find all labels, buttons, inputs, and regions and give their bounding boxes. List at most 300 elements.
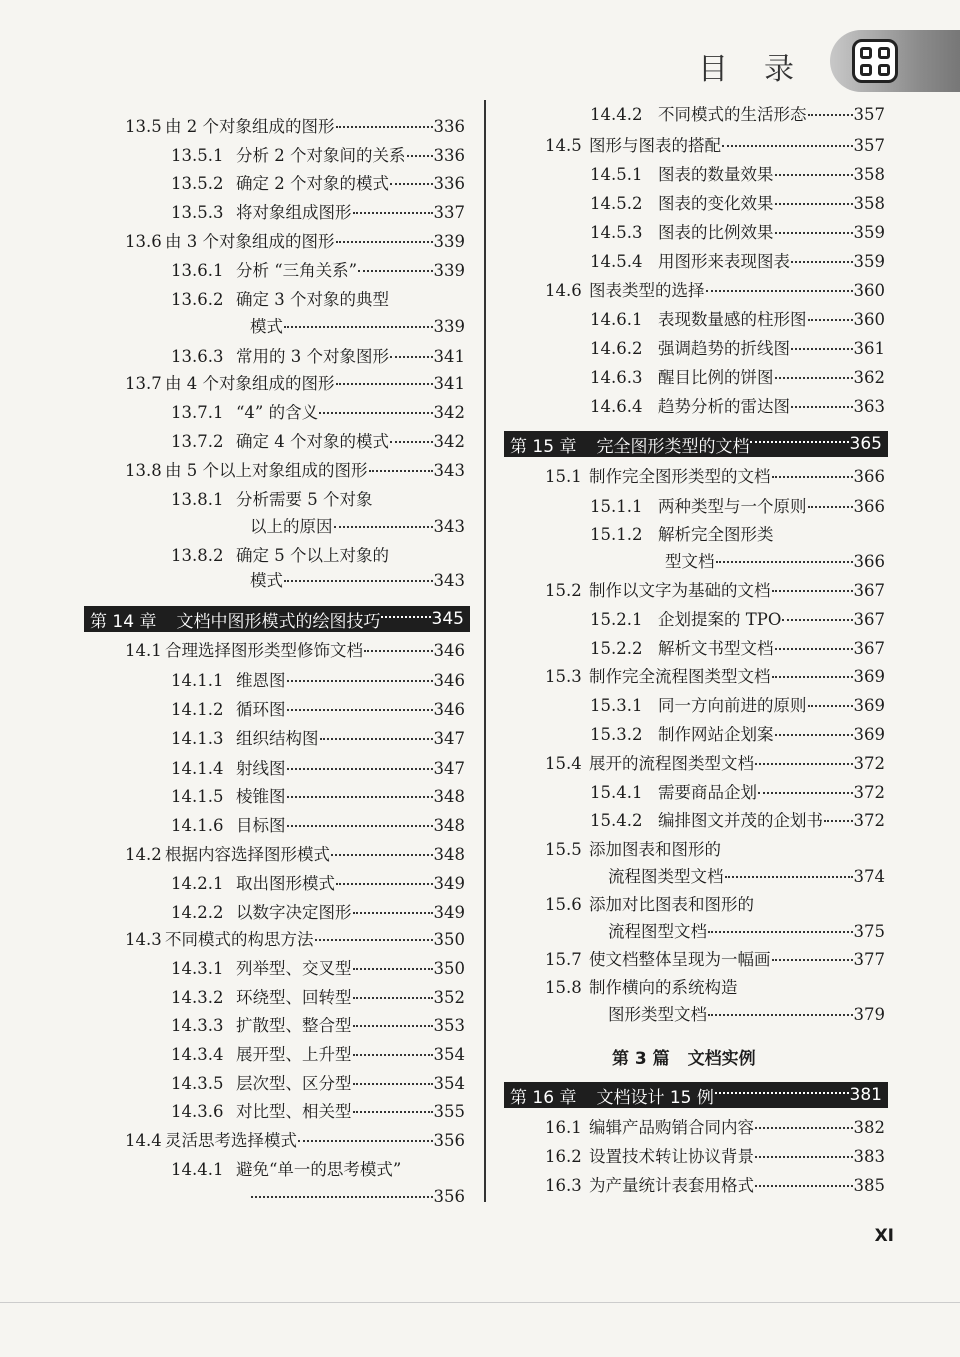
- section-title: 制作横向的系统构造: [589, 978, 738, 997]
- toc-subsection-entry[interactable]: [171, 670, 465, 692]
- toc-subsection-entry[interactable]: [590, 724, 885, 746]
- section-number: 13.6.1: [171, 261, 224, 280]
- dot-leader: [336, 383, 433, 385]
- chapter-title: 文档设计 15 例: [596, 1087, 714, 1108]
- toc-section-entry[interactable]: [545, 753, 885, 775]
- section-title: 分析需要 5 个对象: [236, 490, 373, 509]
- section-page-number: 336: [433, 117, 465, 136]
- toc-subsection-entry[interactable]: [590, 782, 885, 804]
- dot-leader: [336, 126, 433, 128]
- section-title: 两种类型与一个原则: [658, 497, 807, 516]
- bottom-rule: [0, 1302, 960, 1303]
- section-title: 展开的流程图类型文档: [589, 754, 754, 773]
- toc-entry-continuation[interactable]: [608, 866, 885, 888]
- toc-right-column: [486, 0, 960, 1357]
- part-number: 第 3 篇: [612, 1049, 670, 1069]
- dot-leader: [775, 174, 853, 176]
- dot-leader: [353, 212, 433, 214]
- section-title: 制作完全图形类型的文档: [589, 467, 771, 486]
- section-title: 展开型、上升型: [236, 1045, 352, 1064]
- section-title: 趋势分析的雷达图: [658, 397, 790, 416]
- dot-leader: [334, 526, 433, 528]
- section-title: 由 4 个对象组成的图形: [165, 374, 335, 393]
- toc-section-entry[interactable]: [125, 929, 465, 951]
- section-page-number: 349: [433, 903, 465, 922]
- section-number: 14.6.3: [590, 368, 643, 387]
- section-number: 13.7.1: [171, 403, 224, 422]
- dot-leader: [381, 616, 430, 618]
- dot-leader: [775, 377, 853, 379]
- dot-leader: [772, 959, 853, 961]
- dot-leader: [775, 232, 853, 234]
- section-number: 13.8.1: [171, 490, 224, 509]
- toc-subsection-entry[interactable]: [590, 524, 885, 546]
- toc-entry-continuation[interactable]: [608, 921, 885, 943]
- section-page-number: 359: [853, 252, 885, 271]
- dot-leader: [320, 738, 433, 740]
- dot-leader: [708, 1014, 853, 1016]
- section-page-number: 372: [853, 783, 885, 802]
- section-page-number: 366: [853, 497, 885, 516]
- chapter-page-number: 365: [849, 434, 882, 454]
- section-number: 15.5: [545, 840, 582, 859]
- section-title: 制作以文字为基础的文档: [589, 581, 771, 600]
- dot-leader: [824, 820, 853, 822]
- dot-leader: [722, 145, 853, 147]
- section-page-number: 372: [853, 754, 885, 773]
- section-page-number: 349: [433, 874, 465, 893]
- dot-leader: [775, 734, 853, 736]
- section-page-number: 360: [853, 310, 885, 329]
- toc-subsection-entry[interactable]: [171, 958, 465, 980]
- section-page-number: 356: [433, 1187, 465, 1206]
- dot-leader: [287, 768, 433, 770]
- section-number: 13.5.3: [171, 203, 224, 222]
- section-number: 13.6.3: [171, 347, 224, 366]
- section-title: 解析完全图形类: [658, 525, 774, 544]
- section-number: 16.2: [545, 1147, 582, 1166]
- section-number: 14.4.1: [171, 1160, 224, 1179]
- section-page-number: 366: [853, 552, 885, 571]
- section-number: 14.6.4: [590, 397, 643, 416]
- section-title: 射线图: [236, 759, 286, 778]
- toc-subsection-entry[interactable]: [171, 431, 465, 453]
- section-page-number: 367: [853, 610, 885, 629]
- toc-subsection-entry[interactable]: [590, 164, 885, 186]
- dot-leader: [353, 1083, 433, 1085]
- section-page-number: 367: [853, 581, 885, 600]
- toc-subsection-entry[interactable]: [171, 173, 465, 195]
- dot-leader: [772, 676, 853, 678]
- dot-leader: [287, 796, 433, 798]
- section-page-number: 377: [853, 950, 885, 969]
- dot-leader: [708, 931, 853, 933]
- section-page-number: 379: [853, 1005, 885, 1024]
- section-page-number: 352: [433, 988, 465, 1007]
- toc-entry-continuation[interactable]: [250, 316, 465, 338]
- toc-chapter-heading[interactable]: [504, 431, 888, 457]
- section-number: 15.1.2: [590, 525, 643, 544]
- section-title: 图表的变化效果: [658, 194, 774, 213]
- section-number: 15.3.1: [590, 696, 643, 715]
- section-title: 为产量统计表套用格式: [589, 1176, 754, 1195]
- toc-subsection-entry[interactable]: [171, 545, 465, 567]
- dot-leader: [390, 441, 433, 443]
- section-title: 常用的 3 个对象图形: [236, 347, 389, 366]
- toc-chapter-heading[interactable]: [504, 1082, 888, 1108]
- toc-subsection-entry[interactable]: [171, 1159, 465, 1181]
- section-number: 14.6.2: [590, 339, 643, 358]
- section-number: 13.5.1: [171, 146, 224, 165]
- toc-section-entry[interactable]: [125, 1130, 465, 1152]
- dot-leader: [331, 854, 433, 856]
- section-title: 解析文书型文档: [658, 639, 774, 658]
- section-number: 14.3.1: [171, 959, 224, 978]
- section-title: 分析 2 个对象间的关系: [236, 146, 406, 165]
- toc-subsection-entry[interactable]: [590, 104, 885, 126]
- section-page-number: 348: [433, 787, 465, 806]
- section-page-number: 360: [853, 281, 885, 300]
- toc-section-entry[interactable]: [125, 640, 465, 662]
- toc-subsection-entry[interactable]: [590, 496, 885, 518]
- section-page-number: 348: [433, 816, 465, 835]
- section-number: 14.5.2: [590, 194, 643, 213]
- section-number: 14.2.1: [171, 874, 224, 893]
- toc-subsection-entry[interactable]: [171, 260, 465, 282]
- section-title: 图表类型的选择: [589, 281, 705, 300]
- toc-subsection-entry[interactable]: [590, 338, 885, 360]
- dot-leader: [775, 203, 853, 205]
- section-title: 灵活思考选择模式: [165, 1131, 297, 1150]
- dot-leader: [725, 876, 853, 878]
- section-page-number: 369: [853, 725, 885, 744]
- section-title: 制作完全流程图类型文档: [589, 667, 771, 686]
- dot-leader: [364, 650, 433, 652]
- section-number: 14.1: [125, 641, 162, 660]
- section-number: 15.6: [545, 895, 582, 914]
- section-page-number: 358: [853, 194, 885, 213]
- section-number: 14.3.5: [171, 1074, 224, 1093]
- section-number: 13.5.2: [171, 174, 224, 193]
- section-title: 表现数量感的柱形图: [658, 310, 807, 329]
- section-title: 对比型、相关型: [236, 1102, 352, 1121]
- section-page-number: 375: [853, 922, 885, 941]
- dot-leader: [353, 997, 433, 999]
- section-title: 图表的数量效果: [658, 165, 774, 184]
- toc-subsection-entry[interactable]: [590, 222, 885, 244]
- toc-subsection-entry[interactable]: [171, 1101, 465, 1123]
- section-title: 扩散型、整合型: [236, 1016, 352, 1035]
- toc-section-entry[interactable]: [125, 373, 465, 395]
- section-page-number: 346: [433, 700, 465, 719]
- section-number: 13.8: [125, 461, 162, 480]
- toc-section-entry[interactable]: [545, 839, 885, 861]
- section-title: 确定 2 个对象的模式: [236, 174, 389, 193]
- toc-subsection-entry[interactable]: [171, 1073, 465, 1095]
- section-title: 根据内容选择图形模式: [165, 845, 330, 864]
- section-title: “4” 的含义: [236, 403, 319, 422]
- dot-leader: [284, 326, 433, 328]
- toc-part-heading[interactable]: [612, 1044, 756, 1069]
- dot-leader: [315, 939, 433, 941]
- section-title: 用图形来表现图表: [658, 252, 790, 271]
- dot-leader: [808, 319, 853, 321]
- toc-section-entry[interactable]: [545, 466, 885, 488]
- dot-leader: [808, 114, 853, 116]
- section-title: 由 3 个对象组成的图形: [165, 232, 335, 251]
- toc-subsection-entry[interactable]: [590, 309, 885, 331]
- toc-entry-continuation[interactable]: [250, 1186, 465, 1208]
- dot-leader: [791, 348, 853, 350]
- chapter-number: 第 14 章: [90, 611, 157, 632]
- section-title: 合理选择图形类型修饰文档: [165, 641, 363, 660]
- section-number: 13.7: [125, 374, 162, 393]
- section-number: 14.3: [125, 930, 162, 949]
- section-number: 14.2: [125, 845, 162, 864]
- toc-entry-continuation[interactable]: [250, 570, 465, 592]
- toc-subsection-entry[interactable]: [171, 987, 465, 1009]
- toc-entry-continuation[interactable]: [608, 1004, 885, 1026]
- dot-leader: [808, 506, 853, 508]
- section-title: 添加对比图表和图形的: [589, 895, 754, 914]
- toc-subsection-entry[interactable]: [171, 873, 465, 895]
- dot-leader: [772, 476, 853, 478]
- chapter-page-number: 345: [431, 609, 464, 629]
- dot-leader: [715, 1092, 849, 1094]
- section-number: 16.1: [545, 1118, 582, 1137]
- section-title: 图形与图表的搭配: [589, 136, 721, 155]
- toc-section-entry[interactable]: [125, 231, 465, 253]
- section-number: 14.5.3: [590, 223, 643, 242]
- toc-subsection-entry[interactable]: [171, 758, 465, 780]
- section-page-number: 369: [853, 696, 885, 715]
- dot-leader: [758, 792, 853, 794]
- section-number: 14.1.3: [171, 729, 224, 748]
- section-page-number: 385: [853, 1176, 885, 1195]
- toc-section-entry[interactable]: [545, 894, 885, 916]
- dot-leader: [353, 1111, 433, 1113]
- section-title: 流程图类型文档: [608, 867, 724, 886]
- section-number: 16.3: [545, 1176, 582, 1195]
- toc-subsection-entry[interactable]: [590, 396, 885, 418]
- section-number: 14.4: [125, 1131, 162, 1150]
- section-page-number: 346: [433, 641, 465, 660]
- dot-leader: [287, 709, 433, 711]
- section-number: 13.7.2: [171, 432, 224, 451]
- section-title: 需要商品企划: [658, 783, 757, 802]
- section-number: 13.8.2: [171, 546, 224, 565]
- section-title: 同一方向前进的原则: [658, 696, 807, 715]
- section-title: 编辑产品购销合同内容: [589, 1118, 754, 1137]
- toc-section-entry[interactable]: [545, 1146, 885, 1168]
- toc-subsection-entry[interactable]: [171, 1015, 465, 1037]
- section-title: 图形类型文档: [608, 1005, 707, 1024]
- dot-leader: [755, 1156, 853, 1158]
- toc-subsection-entry[interactable]: [171, 815, 465, 837]
- dot-leader: [775, 648, 853, 650]
- toc-subsection-entry[interactable]: [171, 489, 465, 511]
- dot-leader: [251, 1196, 433, 1198]
- section-page-number: 347: [433, 729, 465, 748]
- section-page-number: 342: [433, 432, 465, 451]
- section-number: 15.4.2: [590, 811, 643, 830]
- toc-subsection-entry[interactable]: [590, 367, 885, 389]
- section-title: 图表的比例效果: [658, 223, 774, 242]
- section-title: 层次型、区分型: [236, 1074, 352, 1093]
- dot-leader: [319, 412, 432, 414]
- section-title: 型文档: [665, 552, 715, 571]
- section-title: 不同模式的生活形态: [658, 105, 807, 124]
- toc-subsection-entry[interactable]: [590, 609, 885, 631]
- section-number: 14.5.4: [590, 252, 643, 271]
- dot-leader: [772, 590, 853, 592]
- toc-chapter-heading[interactable]: [84, 606, 470, 632]
- section-number: 15.3: [545, 667, 582, 686]
- section-page-number: 383: [853, 1147, 885, 1166]
- section-page-number: 336: [433, 174, 465, 193]
- section-number: 14.1.5: [171, 787, 224, 806]
- section-title: 目标图: [236, 816, 286, 835]
- toc-subsection-entry[interactable]: [590, 810, 885, 832]
- toc-section-entry[interactable]: [545, 280, 885, 302]
- section-number: 15.4: [545, 754, 582, 773]
- section-page-number: 382: [853, 1118, 885, 1137]
- dot-leader: [353, 1054, 433, 1056]
- section-number: 15.1.1: [590, 497, 643, 516]
- section-number: 15.2.1: [590, 610, 643, 629]
- dot-leader: [808, 705, 853, 707]
- toc-section-entry[interactable]: [125, 460, 465, 482]
- section-title: 编排图文并茂的企划书: [658, 811, 823, 830]
- section-number: 15.3.2: [590, 725, 643, 744]
- dot-leader: [336, 883, 433, 885]
- toc-section-entry[interactable]: [545, 135, 885, 157]
- section-title: 制作网站企划案: [658, 725, 774, 744]
- section-page-number: 372: [853, 811, 885, 830]
- dot-leader: [353, 1025, 433, 1027]
- section-title: 取出图形模式: [236, 874, 335, 893]
- section-page-number: 343: [433, 461, 465, 480]
- toc-section-entry[interactable]: [545, 1117, 885, 1139]
- toc-section-entry[interactable]: [125, 116, 465, 138]
- toc-subsection-entry[interactable]: [590, 638, 885, 660]
- section-number: 15.8: [545, 978, 582, 997]
- section-title: 确定 3 个对象的典型: [236, 290, 389, 309]
- dot-leader: [750, 441, 848, 443]
- dot-leader: [298, 1140, 433, 1142]
- section-page-number: 369: [853, 667, 885, 686]
- section-page-number: 339: [433, 232, 465, 251]
- section-number: 13.6: [125, 232, 162, 251]
- chapter-title: 文档中图形模式的绘图技巧: [176, 611, 381, 632]
- section-title: 分析 “三角关系”: [236, 261, 358, 280]
- toc-subsection-entry[interactable]: [171, 202, 465, 224]
- section-number: 14.3.6: [171, 1102, 224, 1121]
- dot-leader: [390, 183, 433, 185]
- toc-section-entry[interactable]: [125, 844, 465, 866]
- dot-leader: [791, 261, 853, 263]
- section-number: 15.4.1: [590, 783, 643, 802]
- chapter-number: 第 16 章: [510, 1087, 577, 1108]
- section-number: 14.5.1: [590, 165, 643, 184]
- section-number: 13.6.2: [171, 290, 224, 309]
- section-page-number: 356: [433, 1131, 465, 1150]
- section-page-number: 358: [853, 165, 885, 184]
- section-page-number: 357: [853, 136, 885, 155]
- section-title: 流程图型文档: [608, 922, 707, 941]
- section-title: 维恩图: [236, 671, 286, 690]
- section-page-number: 354: [433, 1074, 465, 1093]
- toc-subsection-entry[interactable]: [171, 786, 465, 808]
- toc-subsection-entry[interactable]: [590, 193, 885, 215]
- chapter-title: 完全图形类型的文档: [596, 436, 750, 457]
- section-number: 14.4.2: [590, 105, 643, 124]
- section-number: 15.7: [545, 950, 582, 969]
- dot-leader: [791, 406, 853, 408]
- dot-leader: [369, 470, 433, 472]
- toc-subsection-entry[interactable]: [171, 289, 465, 311]
- section-title: 醒目比例的饼图: [658, 368, 774, 387]
- section-number: 15.2: [545, 581, 582, 600]
- section-page-number: 350: [433, 930, 465, 949]
- toc-subsection-entry[interactable]: [171, 346, 465, 368]
- toc-entry-continuation[interactable]: [250, 516, 465, 538]
- toc-entry-continuation[interactable]: [665, 551, 885, 573]
- section-page-number: 343: [433, 517, 465, 536]
- dot-leader: [336, 241, 433, 243]
- section-page-number: 343: [433, 571, 465, 590]
- section-title: 由 2 个对象组成的图形: [165, 117, 335, 136]
- section-page-number: 367: [853, 639, 885, 658]
- toc-subsection-entry[interactable]: [171, 1044, 465, 1066]
- dot-leader: [706, 290, 853, 292]
- section-title: 使文档整体呈现为一幅画: [589, 950, 771, 969]
- toc-subsection-entry[interactable]: [171, 699, 465, 721]
- toc-subsection-entry[interactable]: [171, 902, 465, 924]
- section-title: 模式: [250, 317, 283, 336]
- section-page-number: 357: [853, 105, 885, 124]
- section-title: 以数字决定图形: [236, 903, 352, 922]
- toc-section-entry[interactable]: [545, 1175, 885, 1197]
- dot-leader: [353, 968, 433, 970]
- toc-subsection-entry[interactable]: [171, 402, 465, 424]
- toc-section-entry[interactable]: [545, 977, 885, 999]
- page-number: XI: [874, 1226, 894, 1246]
- toc-subsection-entry[interactable]: [171, 145, 465, 167]
- section-page-number: 366: [853, 467, 885, 486]
- section-title: 强调趋势的折线图: [658, 339, 790, 358]
- section-number: 13.5: [125, 117, 162, 136]
- section-page-number: 353: [433, 1016, 465, 1035]
- toc-section-entry[interactable]: [545, 666, 885, 688]
- section-page-number: 355: [433, 1102, 465, 1121]
- toc-subsection-entry[interactable]: [590, 695, 885, 717]
- section-page-number: 336: [433, 146, 465, 165]
- dot-leader: [716, 561, 853, 563]
- section-page-number: 348: [433, 845, 465, 864]
- toc-subsection-entry[interactable]: [171, 728, 465, 750]
- dot-leader: [407, 155, 433, 157]
- dot-leader: [287, 680, 433, 682]
- section-page-number: 337: [433, 203, 465, 222]
- section-title: 确定 4 个对象的模式: [236, 432, 389, 451]
- section-number: 15.2.2: [590, 639, 643, 658]
- toc-section-entry[interactable]: [545, 949, 885, 971]
- toc-subsection-entry[interactable]: [590, 251, 885, 273]
- section-number: 14.6.1: [590, 310, 643, 329]
- toc-section-entry[interactable]: [545, 580, 885, 602]
- section-title: 组织结构图: [236, 729, 319, 748]
